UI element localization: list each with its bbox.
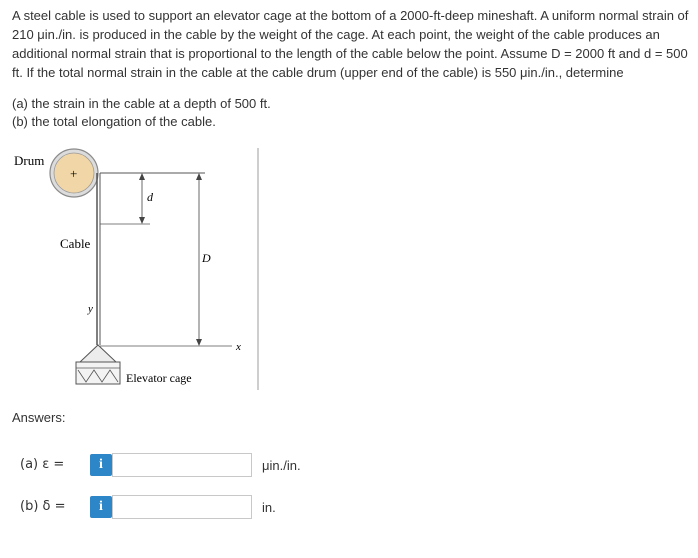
- info-button-b[interactable]: i: [90, 496, 112, 518]
- part-b-text: (b) the total elongation of the cable.: [12, 114, 216, 129]
- D-label: D: [202, 251, 211, 265]
- problem-parts: [12, 95, 271, 131]
- figure: [0, 140, 300, 400]
- answer-a-label: (a) ε =: [20, 457, 65, 472]
- cage-hanger: [80, 345, 116, 362]
- cable-label: Cable: [60, 236, 91, 251]
- cage-label: Elevator cage: [126, 371, 192, 385]
- mineshaft-diagram: [0, 140, 300, 400]
- elevator-cage-icon: [76, 362, 120, 384]
- D-arrow-up: [196, 173, 202, 180]
- drum-label: Drum: [14, 153, 45, 168]
- d-arrow-up: [139, 173, 145, 180]
- answer-b-label: (b) δ =: [20, 499, 66, 514]
- answers-label: Answers:: [12, 410, 66, 425]
- answer-a-unit: μin./in.: [262, 458, 301, 473]
- drum-center-symbol: +: [70, 166, 78, 181]
- answer-b-input[interactable]: [112, 495, 252, 519]
- answer-row-a: [0, 453, 698, 479]
- answer-row-b: [0, 495, 698, 521]
- x-label: x: [236, 341, 241, 353]
- problem-statement: [12, 6, 696, 82]
- info-button-a[interactable]: i: [90, 454, 112, 476]
- y-label: y: [88, 303, 93, 315]
- D-arrow-down: [196, 339, 202, 346]
- part-a-text: (a) the strain in the cable at a depth of 500 ft.: [12, 96, 271, 111]
- answer-b-unit: in.: [262, 500, 276, 515]
- answer-a-input[interactable]: [112, 453, 252, 477]
- problem-text: A steel cable is used to support an elevator cage at the bottom of a 2000-ft-deep mineshaft. A uniform normal strain of 210 μin./in. is produced in the cable by the weight of the cage. At each point, the weight of the cable produces an additional normal strain that is proportional to the length of the cable below the point. Assume D = 2000 ft and d = 500 ft. If the total normal strain in the cable at the cable drum (upper end of the cable) is 550 μin./in., determine: [12, 8, 689, 80]
- d-arrow-down: [139, 217, 145, 224]
- d-label: d: [147, 190, 153, 204]
